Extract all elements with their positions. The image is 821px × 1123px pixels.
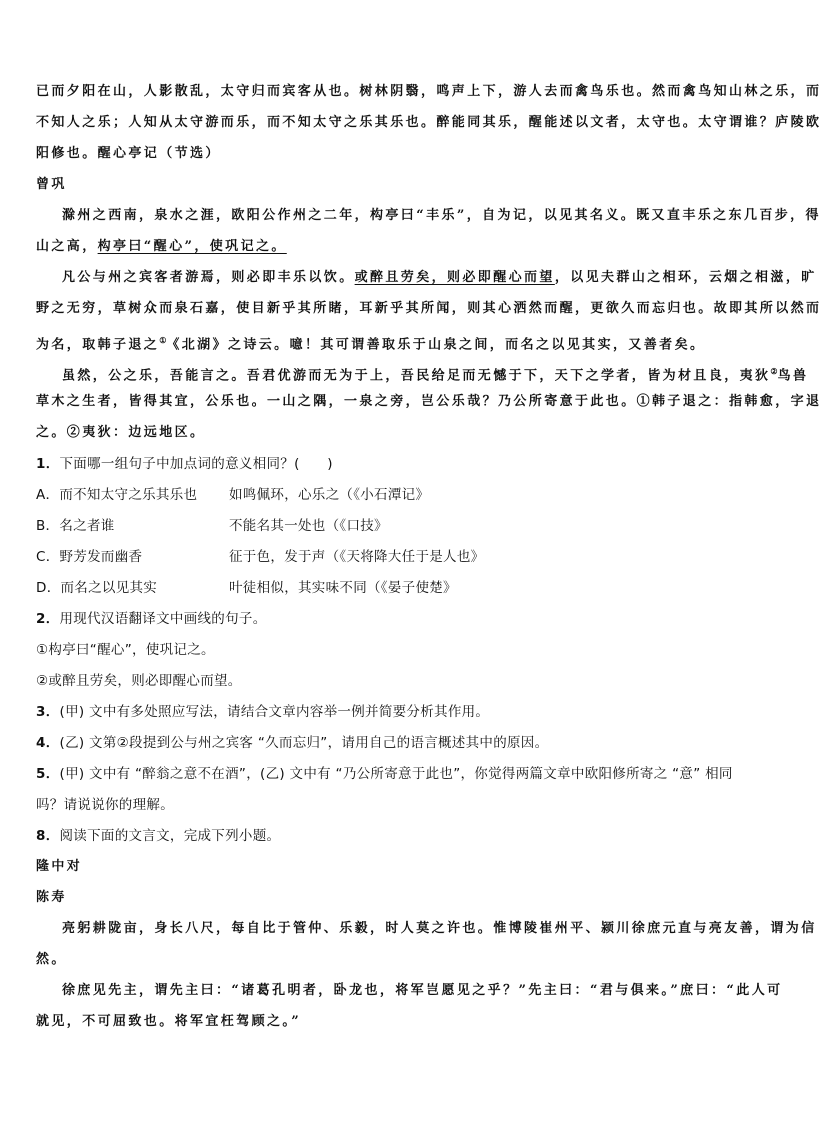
question-5-line-2: 吗？请说说你的理解。 xyxy=(36,797,174,813)
question-2 xyxy=(36,608,758,630)
question-stem: (甲) 文中有 “醉翁之意不在酒”，(乙) 文中有 “乃公所寄意于此也”，你觉得两篇文章中欧阳修所寄之 “意” 相同 xyxy=(59,766,733,782)
option-left: D．而名之以见其实 xyxy=(36,580,158,596)
passage-yi-p2-line-3 xyxy=(36,329,758,351)
passage-yi-p1-line-2 xyxy=(36,236,758,258)
question-stem: (乙) 文第②段提到公与州之宾客 “久而忘归”，请用自己的语言概述其中的原因。 xyxy=(59,735,549,751)
option-left: B．名之者谁 xyxy=(36,518,115,534)
question-number: 3． xyxy=(36,704,60,720)
option-right: 不能名其一处也（《口技》 xyxy=(229,518,388,534)
passage-yi-p1-line-1: 滁州之西南，泉水之涯，欧阳公作州之二年，构亭曰“丰乐”，自为记，以见其名义。既又直丰乐之东几百步，得 xyxy=(62,208,821,223)
question-4 xyxy=(36,732,758,754)
question-stem: (甲) 文中有多处照应写法，请结合文章内容举一例并简要分析其作用。 xyxy=(59,704,490,720)
option-left: A．而不知太守之乐其乐也 xyxy=(36,487,198,503)
passage-yi-p3-line-2: 草木之生者，皆得其宜，公乐也。一山之隅，一泉之旁，岂公乐哉？乃公所寄意于此也。①韩子退之：指韩愈，字退 xyxy=(36,394,821,409)
question-2-item-1: ①构亭曰“醒心”，使巩记之。 xyxy=(36,642,215,658)
passage-yi-p2-line-1 xyxy=(62,267,817,289)
passage-yi-author: 曾巩 xyxy=(36,177,67,192)
question-3 xyxy=(36,701,758,723)
question-5-line-1 xyxy=(36,763,758,785)
passage-longzhong-p1-line-2: 然。 xyxy=(36,952,67,967)
text-segment: ，以见夫群山之相环，云烟之相滋，旷 xyxy=(554,270,817,285)
text-segment: 《北湖》之诗云。噫！其可谓善取乐于山泉之间，而名之以见其实，又善者矣。 xyxy=(166,337,706,353)
passage-yi-p2-line-2: 野之无穷，草树众而泉石嘉，使目新乎其所睹，耳新乎其所闻，则其心洒然而醒，更欲久而忘归也。故即其所以然而 xyxy=(36,301,821,316)
option-right: 如鸣佩环，心乐之（《小石潭记》 xyxy=(229,487,430,503)
option-right: 叶徒相似，其实味不同（《晏子使楚》 xyxy=(229,580,457,596)
question-8 xyxy=(36,825,758,847)
footnote-marker-1: ① xyxy=(159,335,167,345)
text-segment: 山之高， xyxy=(36,239,98,254)
footnote-marker-2: ② xyxy=(770,366,778,376)
passage-longzhong-p1-line-1: 亮躬耕陇亩，身长八尺，每自比于管仲、乐毅，时人莫之许也。惟博陵崔州平、颍川徐庶元直与亮友善，谓为信 xyxy=(62,921,817,936)
question-stem: 用现代汉语翻译文中画线的句子。 xyxy=(59,611,267,627)
question-number: 8． xyxy=(36,828,60,844)
passage-title: 隆中对 xyxy=(36,859,83,874)
question-number: 1． xyxy=(36,456,60,472)
passage-longzhong-p2-line-1: 徐庶见先主，谓先主曰：“诸葛孔明者，卧龙也，将军岂愿见之乎？”先主曰：“君与俱来。”庶曰：“此人可 xyxy=(62,983,783,998)
question-number: 5． xyxy=(36,766,60,782)
underlined-sentence-2: 或醉且劳矣，则必即醒心而望 xyxy=(354,270,555,285)
underlined-sentence-1: 构亭曰“醒心”，使巩记之。 xyxy=(97,239,287,254)
question-number: 4． xyxy=(36,735,60,751)
question-2-item-2: ②或醉且劳矣，则必即醒心而望。 xyxy=(36,673,242,689)
passage-jia-line-2: 不知人之乐；人知从太守游而乐，而不知太守之乐其乐也。醉能同其乐，醒能述以文者，太守也。太守谓谁？庐陵欧 xyxy=(36,115,821,130)
option-right: 征于色，发于声（《天将降大任于是人也》 xyxy=(229,549,485,565)
passage-yi-p3-line-1 xyxy=(62,360,809,384)
text-segment: 为名，取韩子退之 xyxy=(36,337,160,353)
passage-jia-line-1: 已而夕阳在山，人影散乱，太守归而宾客从也。树林阴翳，鸣声上下，游人去而禽鸟乐也。然而禽鸟知山林之乐，而 xyxy=(36,84,821,99)
passage-yi-p3-line-3: 之。②夷狄：边远地区。 xyxy=(36,425,206,440)
option-left: C．野芳发而幽香 xyxy=(36,549,143,565)
question-stem: 阅读下面的文言文，完成下列小题。 xyxy=(59,828,281,844)
option-a xyxy=(36,484,758,506)
text-segment: 鸟兽 xyxy=(777,368,809,384)
option-b xyxy=(36,515,758,537)
question-1 xyxy=(36,453,758,475)
option-d xyxy=(36,577,758,599)
text-segment: 凡公与州之宾客者游焉，则必即丰乐以饮。 xyxy=(62,270,355,285)
option-c xyxy=(36,546,758,568)
passage-author: 陈寿 xyxy=(36,890,67,905)
text-segment: 虽然，公之乐，吾能言之。吾君优游而无为于上，吾民给足而无憾于下，天下之学者，皆为材且良，夷狄 xyxy=(62,368,771,384)
passage-longzhong-p2-line-2: 就见，不可屈致也。将军宜枉驾顾之。” xyxy=(36,1014,302,1029)
passage-jia-line-3: 阳修也。醒心亭记（节选） xyxy=(36,146,221,161)
question-stem: 下面哪一组句子中加点词的意义相同？( ) xyxy=(59,456,333,472)
question-number: 2． xyxy=(36,611,60,627)
